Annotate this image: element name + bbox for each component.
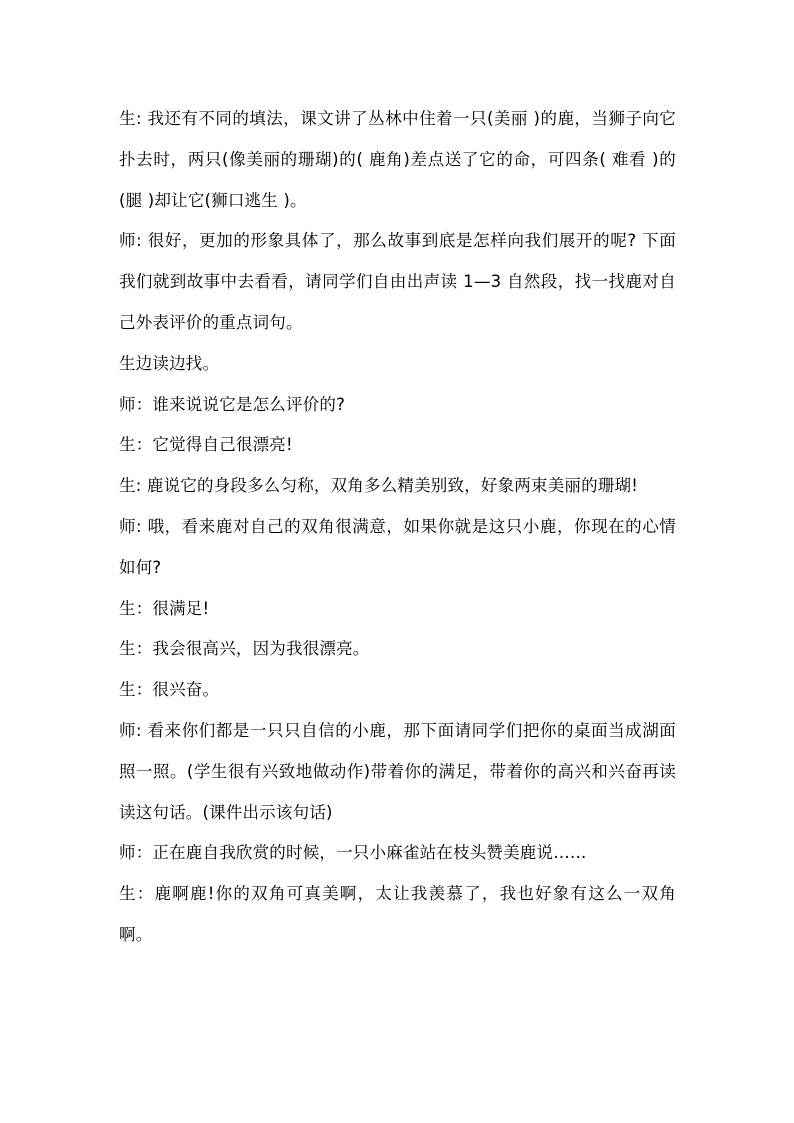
paragraph-1: 生: 我还有不同的填法，课文讲了丛林中住着一只(美丽 )的鹿，当狮子向它扑去时，两只(像美丽的珊瑚)的( 鹿角)差点送了它的命，可四条( 难看 )的(腿 )却让它(狮口逃生 )。 xyxy=(119,109,676,210)
paragraph-6: 生: 鹿说它的身段多么匀称，双角多么精美别致，好象两束美丽的珊瑚! xyxy=(119,476,639,496)
paragraph-2: 师: 很好，更加的形象具体了，那么故事到底是怎样向我们展开的呢? 下面我们就到故事中去看看，请同学们自由出声读 1—3 自然段，找一找鹿对自己外表评价的重点词句。 xyxy=(119,231,676,332)
paragraph-4: 师：谁来说说它是怎么评价的? xyxy=(119,394,346,414)
paragraph-12: 师：正在鹿自我欣赏的时候，一只小麻雀站在枝头赞美鹿说…… xyxy=(119,843,587,863)
paragraph-8: 生：很满足! xyxy=(119,598,210,618)
paragraph-13: 生：鹿啊鹿!你的双角可真美啊，太让我羡慕了，我也好象有这么一双角啊。 xyxy=(119,884,676,944)
paragraph-7: 师: 哦，看来鹿对自己的双角很满意，如果你就是这只小鹿，你现在的心情如何? xyxy=(119,516,676,577)
paragraph-3: 生边读边找。 xyxy=(119,353,220,373)
paragraph-11: 师: 看来你们都是一只只自信的小鹿，那下面请同学们把你的桌面当成湖面照一照。(学生很有兴致地做动作)带着你的满足，带着你的高兴和兴奋再读读这句话。(课件出示该句话) xyxy=(119,720,676,822)
paragraph-10: 生：很兴奋。 xyxy=(119,680,220,700)
paragraph-5: 生：它觉得自己很漂亮! xyxy=(119,435,293,455)
paragraph-9: 生：我会很高兴，因为我很漂亮。 xyxy=(119,639,370,659)
